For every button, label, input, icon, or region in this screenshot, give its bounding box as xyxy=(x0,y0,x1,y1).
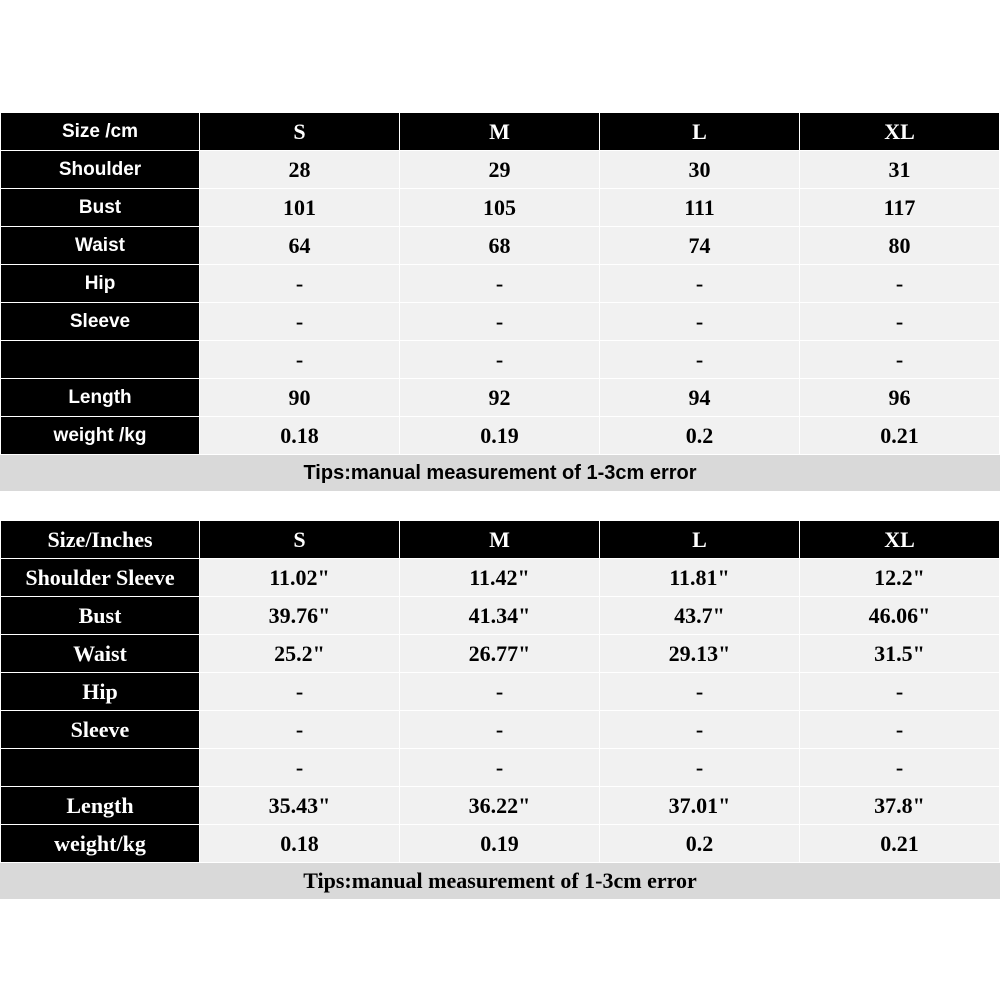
table-cell: - xyxy=(600,303,800,341)
table-row xyxy=(1,597,1000,635)
table-cell: - xyxy=(200,711,400,749)
table-cell: - xyxy=(800,711,1000,749)
size-chart-cm xyxy=(0,112,1000,491)
table-cell: 35.43" xyxy=(200,787,400,825)
table-cell: - xyxy=(400,341,600,379)
size-table-cm xyxy=(0,112,1000,455)
table-cell: - xyxy=(800,673,1000,711)
row-label: Hip xyxy=(1,265,200,303)
table-cell: 30 xyxy=(600,151,800,189)
table-cell: - xyxy=(600,265,800,303)
row-label: Sleeve xyxy=(1,711,200,749)
table-cell: 0.19 xyxy=(400,417,600,455)
table-cell: - xyxy=(400,303,600,341)
table-row xyxy=(1,749,1000,787)
row-label: Length xyxy=(1,379,200,417)
table-cell: 28 xyxy=(200,151,400,189)
table-cell: 111 xyxy=(600,189,800,227)
table-cell: - xyxy=(600,711,800,749)
row-label: Bust xyxy=(1,597,200,635)
table-cell: 80 xyxy=(800,227,1000,265)
header-label: Size/Inches xyxy=(1,521,200,559)
table-row xyxy=(1,559,1000,597)
size-header: S xyxy=(200,521,400,559)
table-cell: 117 xyxy=(800,189,1000,227)
size-chart-inches xyxy=(0,520,1000,899)
table-cell: 43.7" xyxy=(600,597,800,635)
table-cell: - xyxy=(200,265,400,303)
size-table-inches xyxy=(0,520,1000,863)
table-row xyxy=(1,673,1000,711)
row-label: Waist xyxy=(1,635,200,673)
row-label: Shoulder Sleeve xyxy=(1,559,200,597)
size-header: L xyxy=(600,113,800,151)
size-header: XL xyxy=(800,113,1000,151)
row-label: Waist xyxy=(1,227,200,265)
table-cell: 90 xyxy=(200,379,400,417)
row-label: Sleeve xyxy=(1,303,200,341)
table-cell: 29 xyxy=(400,151,600,189)
row-label: Length xyxy=(1,787,200,825)
table-row xyxy=(1,303,1000,341)
row-label: Bust xyxy=(1,189,200,227)
row-label: weight /kg xyxy=(1,417,200,455)
row-label xyxy=(1,749,200,787)
size-header: L xyxy=(600,521,800,559)
table-cell: - xyxy=(600,341,800,379)
row-label: Shoulder xyxy=(1,151,200,189)
table-row xyxy=(1,189,1000,227)
table-cell: 64 xyxy=(200,227,400,265)
table-cell: 46.06" xyxy=(800,597,1000,635)
table-cell: 41.34" xyxy=(400,597,600,635)
table-row xyxy=(1,151,1000,189)
tips-note: Tips:manual measurement of 1-3cm error xyxy=(0,455,1000,491)
table-cell: 0.19 xyxy=(400,825,600,863)
table-cell: 0.21 xyxy=(800,417,1000,455)
table-cell: - xyxy=(600,673,800,711)
table-cell: 39.76" xyxy=(200,597,400,635)
table-cell: - xyxy=(800,303,1000,341)
table-row xyxy=(1,341,1000,379)
table-cell: 31 xyxy=(800,151,1000,189)
table-row xyxy=(1,227,1000,265)
table-row xyxy=(1,825,1000,863)
header-row xyxy=(1,521,1000,559)
table-cell: 12.2" xyxy=(800,559,1000,597)
table-cell: 0.2 xyxy=(600,417,800,455)
table-cell: 92 xyxy=(400,379,600,417)
table-cell: 105 xyxy=(400,189,600,227)
table-cell: 101 xyxy=(200,189,400,227)
table-cell: 0.18 xyxy=(200,825,400,863)
table-cell: - xyxy=(400,749,600,787)
table-cell: - xyxy=(200,749,400,787)
table-cell: 96 xyxy=(800,379,1000,417)
table-cell: 0.18 xyxy=(200,417,400,455)
header-row xyxy=(1,113,1000,151)
table-cell: 11.42" xyxy=(400,559,600,597)
row-label xyxy=(1,341,200,379)
table-cell: 0.21 xyxy=(800,825,1000,863)
table-cell: 31.5" xyxy=(800,635,1000,673)
table-cell: 37.8" xyxy=(800,787,1000,825)
table-cell: 36.22" xyxy=(400,787,600,825)
table-row xyxy=(1,635,1000,673)
table-cell: - xyxy=(800,265,1000,303)
table-cell: - xyxy=(400,265,600,303)
table-row xyxy=(1,711,1000,749)
table-cell: - xyxy=(600,749,800,787)
table-cell: - xyxy=(200,673,400,711)
row-label: Hip xyxy=(1,673,200,711)
table-cell: - xyxy=(800,341,1000,379)
table-row xyxy=(1,787,1000,825)
size-header: XL xyxy=(800,521,1000,559)
table-cell: 74 xyxy=(600,227,800,265)
row-label: weight/kg xyxy=(1,825,200,863)
size-header: M xyxy=(400,521,600,559)
table-cell: 26.77" xyxy=(400,635,600,673)
table-cell: 37.01" xyxy=(600,787,800,825)
header-label: Size /cm xyxy=(1,113,200,151)
table-cell: - xyxy=(400,711,600,749)
size-header: S xyxy=(200,113,400,151)
table-cell: - xyxy=(400,673,600,711)
table-cell: 11.02" xyxy=(200,559,400,597)
table-cell: - xyxy=(800,749,1000,787)
table-cell: - xyxy=(200,341,400,379)
table-cell: 29.13" xyxy=(600,635,800,673)
table-row xyxy=(1,379,1000,417)
table-cell: - xyxy=(200,303,400,341)
size-header: M xyxy=(400,113,600,151)
table-cell: 25.2" xyxy=(200,635,400,673)
table-cell: 0.2 xyxy=(600,825,800,863)
table-cell: 11.81" xyxy=(600,559,800,597)
table-cell: 68 xyxy=(400,227,600,265)
tips-note: Tips:manual measurement of 1-3cm error xyxy=(0,863,1000,899)
table-cell: 94 xyxy=(600,379,800,417)
table-row xyxy=(1,417,1000,455)
table-row xyxy=(1,265,1000,303)
